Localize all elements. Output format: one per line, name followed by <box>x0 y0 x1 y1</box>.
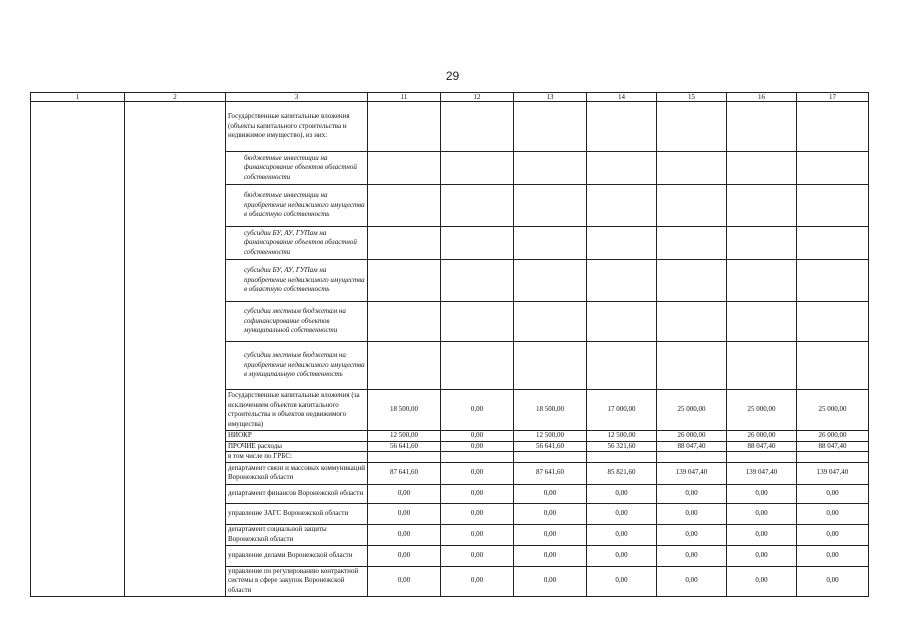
value-cell: 0,00 <box>797 566 869 596</box>
row-label: управление делами Воронежской области <box>226 545 368 566</box>
row-label: Государственные капитальные вложения (объекты капитального строительства и недвижимое имущество), из них: <box>226 102 368 152</box>
value-cell <box>368 452 441 463</box>
row-label: субсидии местным бюджетам на приобретение недвижимого имущества в муниципальную собственность <box>226 342 368 390</box>
value-cell: 0,00 <box>368 566 441 596</box>
row-label: Государственные капитальные вложения (за исключением объектов капитального строительства и объектов недвижимого имущества) <box>226 390 368 431</box>
value-cell: 18 500,00 <box>514 390 587 431</box>
value-cell <box>657 227 727 260</box>
value-cell: 0,00 <box>441 390 514 431</box>
value-cell: 0,00 <box>587 545 657 566</box>
value-cell <box>657 152 727 185</box>
value-cell <box>727 452 797 463</box>
value-cell: 0,00 <box>657 484 727 503</box>
value-cell: 0,00 <box>368 524 441 545</box>
value-cell: 0,00 <box>587 503 657 524</box>
value-cell <box>368 152 441 185</box>
value-cell: 0,00 <box>657 503 727 524</box>
value-cell: 0,00 <box>441 503 514 524</box>
row-label: бюджетные инвестиции на приобретение недвижимого имущества в областную собственность <box>226 185 368 227</box>
value-cell: 0,00 <box>797 484 869 503</box>
row-label: департамент финансов Воронежской области <box>226 484 368 503</box>
value-cell <box>514 152 587 185</box>
table-row <box>31 102 869 152</box>
value-cell: 0,00 <box>727 524 797 545</box>
value-cell: 0,00 <box>441 524 514 545</box>
value-cell: 56 321,60 <box>587 441 657 452</box>
value-cell <box>368 260 441 302</box>
value-cell: 26 000,00 <box>657 431 727 442</box>
value-cell: 0,00 <box>514 484 587 503</box>
value-cell: 0,00 <box>368 545 441 566</box>
value-cell: 0,00 <box>514 524 587 545</box>
value-cell: 0,00 <box>441 431 514 442</box>
value-cell <box>587 302 657 342</box>
value-cell <box>587 185 657 227</box>
value-cell <box>441 185 514 227</box>
value-cell: 0,00 <box>441 441 514 452</box>
value-cell: 26 000,00 <box>727 431 797 442</box>
value-cell <box>587 342 657 390</box>
value-cell <box>657 342 727 390</box>
column-header: 3 <box>226 93 368 102</box>
value-cell: 56 641,60 <box>514 441 587 452</box>
value-cell: 0,00 <box>657 524 727 545</box>
value-cell: 87 641,60 <box>368 462 441 484</box>
value-cell <box>727 260 797 302</box>
value-cell <box>587 152 657 185</box>
column-2-cell <box>125 102 226 597</box>
value-cell <box>657 260 727 302</box>
value-cell <box>368 185 441 227</box>
value-cell: 0,00 <box>514 545 587 566</box>
value-cell: 12 500,00 <box>587 431 657 442</box>
value-cell <box>441 102 514 152</box>
page-number: 29 <box>445 69 460 83</box>
value-cell: 0,00 <box>657 566 727 596</box>
value-cell: 18 500,00 <box>368 390 441 431</box>
row-label: ПРОЧИЕ расходы <box>226 441 368 452</box>
value-cell <box>368 227 441 260</box>
value-cell <box>441 152 514 185</box>
row-label: субсидии БУ, АУ, ГУПам на финансирование объектов областной собственности <box>226 227 368 260</box>
value-cell <box>441 227 514 260</box>
value-cell <box>657 102 727 152</box>
value-cell <box>727 227 797 260</box>
value-cell <box>797 302 869 342</box>
row-label: НИОКР <box>226 431 368 442</box>
column-header: 17 <box>797 93 869 102</box>
column-header: 15 <box>657 93 727 102</box>
value-cell <box>441 342 514 390</box>
value-cell: 25 000,00 <box>797 390 869 431</box>
value-cell <box>657 185 727 227</box>
value-cell <box>797 152 869 185</box>
value-cell <box>727 102 797 152</box>
value-cell: 12 500,00 <box>368 431 441 442</box>
value-cell: 0,00 <box>441 484 514 503</box>
value-cell <box>657 302 727 342</box>
value-cell <box>657 452 727 463</box>
value-cell <box>727 342 797 390</box>
column-1-cell <box>31 102 125 597</box>
value-cell: 0,00 <box>441 545 514 566</box>
value-cell: 0,00 <box>727 484 797 503</box>
value-cell: 0,00 <box>368 484 441 503</box>
value-cell: 0,00 <box>727 545 797 566</box>
value-cell: 0,00 <box>441 566 514 596</box>
value-cell: 85 821,60 <box>587 462 657 484</box>
value-cell <box>514 185 587 227</box>
value-cell: 0,00 <box>514 503 587 524</box>
value-cell <box>514 342 587 390</box>
column-header: 2 <box>125 93 226 102</box>
value-cell <box>514 102 587 152</box>
row-label: департамент связи и массовых коммуникаций Воронежской области <box>226 462 368 484</box>
value-cell: 88 047,40 <box>727 441 797 452</box>
value-cell: 17 000,00 <box>587 390 657 431</box>
value-cell <box>797 342 869 390</box>
table-body <box>31 102 869 597</box>
value-cell <box>441 260 514 302</box>
value-cell <box>587 102 657 152</box>
value-cell: 0,00 <box>727 566 797 596</box>
value-cell: 0,00 <box>727 503 797 524</box>
row-label: субсидии местным бюджетам на софинансирование объектов муниципальной собственности <box>226 302 368 342</box>
value-cell <box>514 302 587 342</box>
value-cell <box>797 102 869 152</box>
value-cell: 139 047,40 <box>727 462 797 484</box>
value-cell <box>368 342 441 390</box>
value-cell <box>368 102 441 152</box>
value-cell: 0,00 <box>368 503 441 524</box>
value-cell <box>368 302 441 342</box>
value-cell <box>727 152 797 185</box>
value-cell: 0,00 <box>797 503 869 524</box>
value-cell <box>797 227 869 260</box>
column-header: 1 <box>31 93 125 102</box>
value-cell: 139 047,40 <box>797 462 869 484</box>
value-cell <box>587 452 657 463</box>
value-cell: 26 000,00 <box>797 431 869 442</box>
value-cell: 139 047,40 <box>657 462 727 484</box>
budget-table <box>30 92 869 597</box>
value-cell <box>797 452 869 463</box>
value-cell <box>441 452 514 463</box>
row-label: в том числе по ГРБС: <box>226 452 368 463</box>
column-header: 11 <box>368 93 441 102</box>
value-cell: 88 047,40 <box>797 441 869 452</box>
value-cell: 0,00 <box>587 524 657 545</box>
value-cell <box>727 302 797 342</box>
value-cell: 0,00 <box>514 566 587 596</box>
row-label: департамент социальной защиты Воронежской области <box>226 524 368 545</box>
column-header: 14 <box>587 93 657 102</box>
value-cell <box>727 185 797 227</box>
value-cell: 56 641,60 <box>368 441 441 452</box>
value-cell: 25 000,00 <box>727 390 797 431</box>
value-cell: 25 000,00 <box>657 390 727 431</box>
value-cell <box>441 302 514 342</box>
value-cell: 87 641,60 <box>514 462 587 484</box>
row-label: бюджетные инвестиции на финансирование объектов областной собственности <box>226 152 368 185</box>
value-cell: 0,00 <box>797 524 869 545</box>
row-label: управление ЗАГС Воронежской области <box>226 503 368 524</box>
column-header: 12 <box>441 93 514 102</box>
value-cell <box>797 185 869 227</box>
value-cell: 12 500,00 <box>514 431 587 442</box>
row-label: управление по регулированию контрактной системы в сфере закупок Воронежской области <box>226 566 368 596</box>
value-cell: 0,00 <box>657 545 727 566</box>
row-label: субсидии БУ, АУ, ГУПам на приобретение недвижимого имущества в областную собственность <box>226 260 368 302</box>
value-cell <box>514 227 587 260</box>
column-header: 13 <box>514 93 587 102</box>
column-number-header-row <box>31 93 869 102</box>
value-cell: 0,00 <box>587 484 657 503</box>
value-cell: 88 047,40 <box>657 441 727 452</box>
value-cell <box>797 260 869 302</box>
value-cell <box>514 260 587 302</box>
value-cell: 0,00 <box>587 566 657 596</box>
value-cell <box>514 452 587 463</box>
value-cell <box>587 260 657 302</box>
value-cell: 0,00 <box>441 462 514 484</box>
value-cell: 0,00 <box>797 545 869 566</box>
column-header: 16 <box>727 93 797 102</box>
value-cell <box>587 227 657 260</box>
